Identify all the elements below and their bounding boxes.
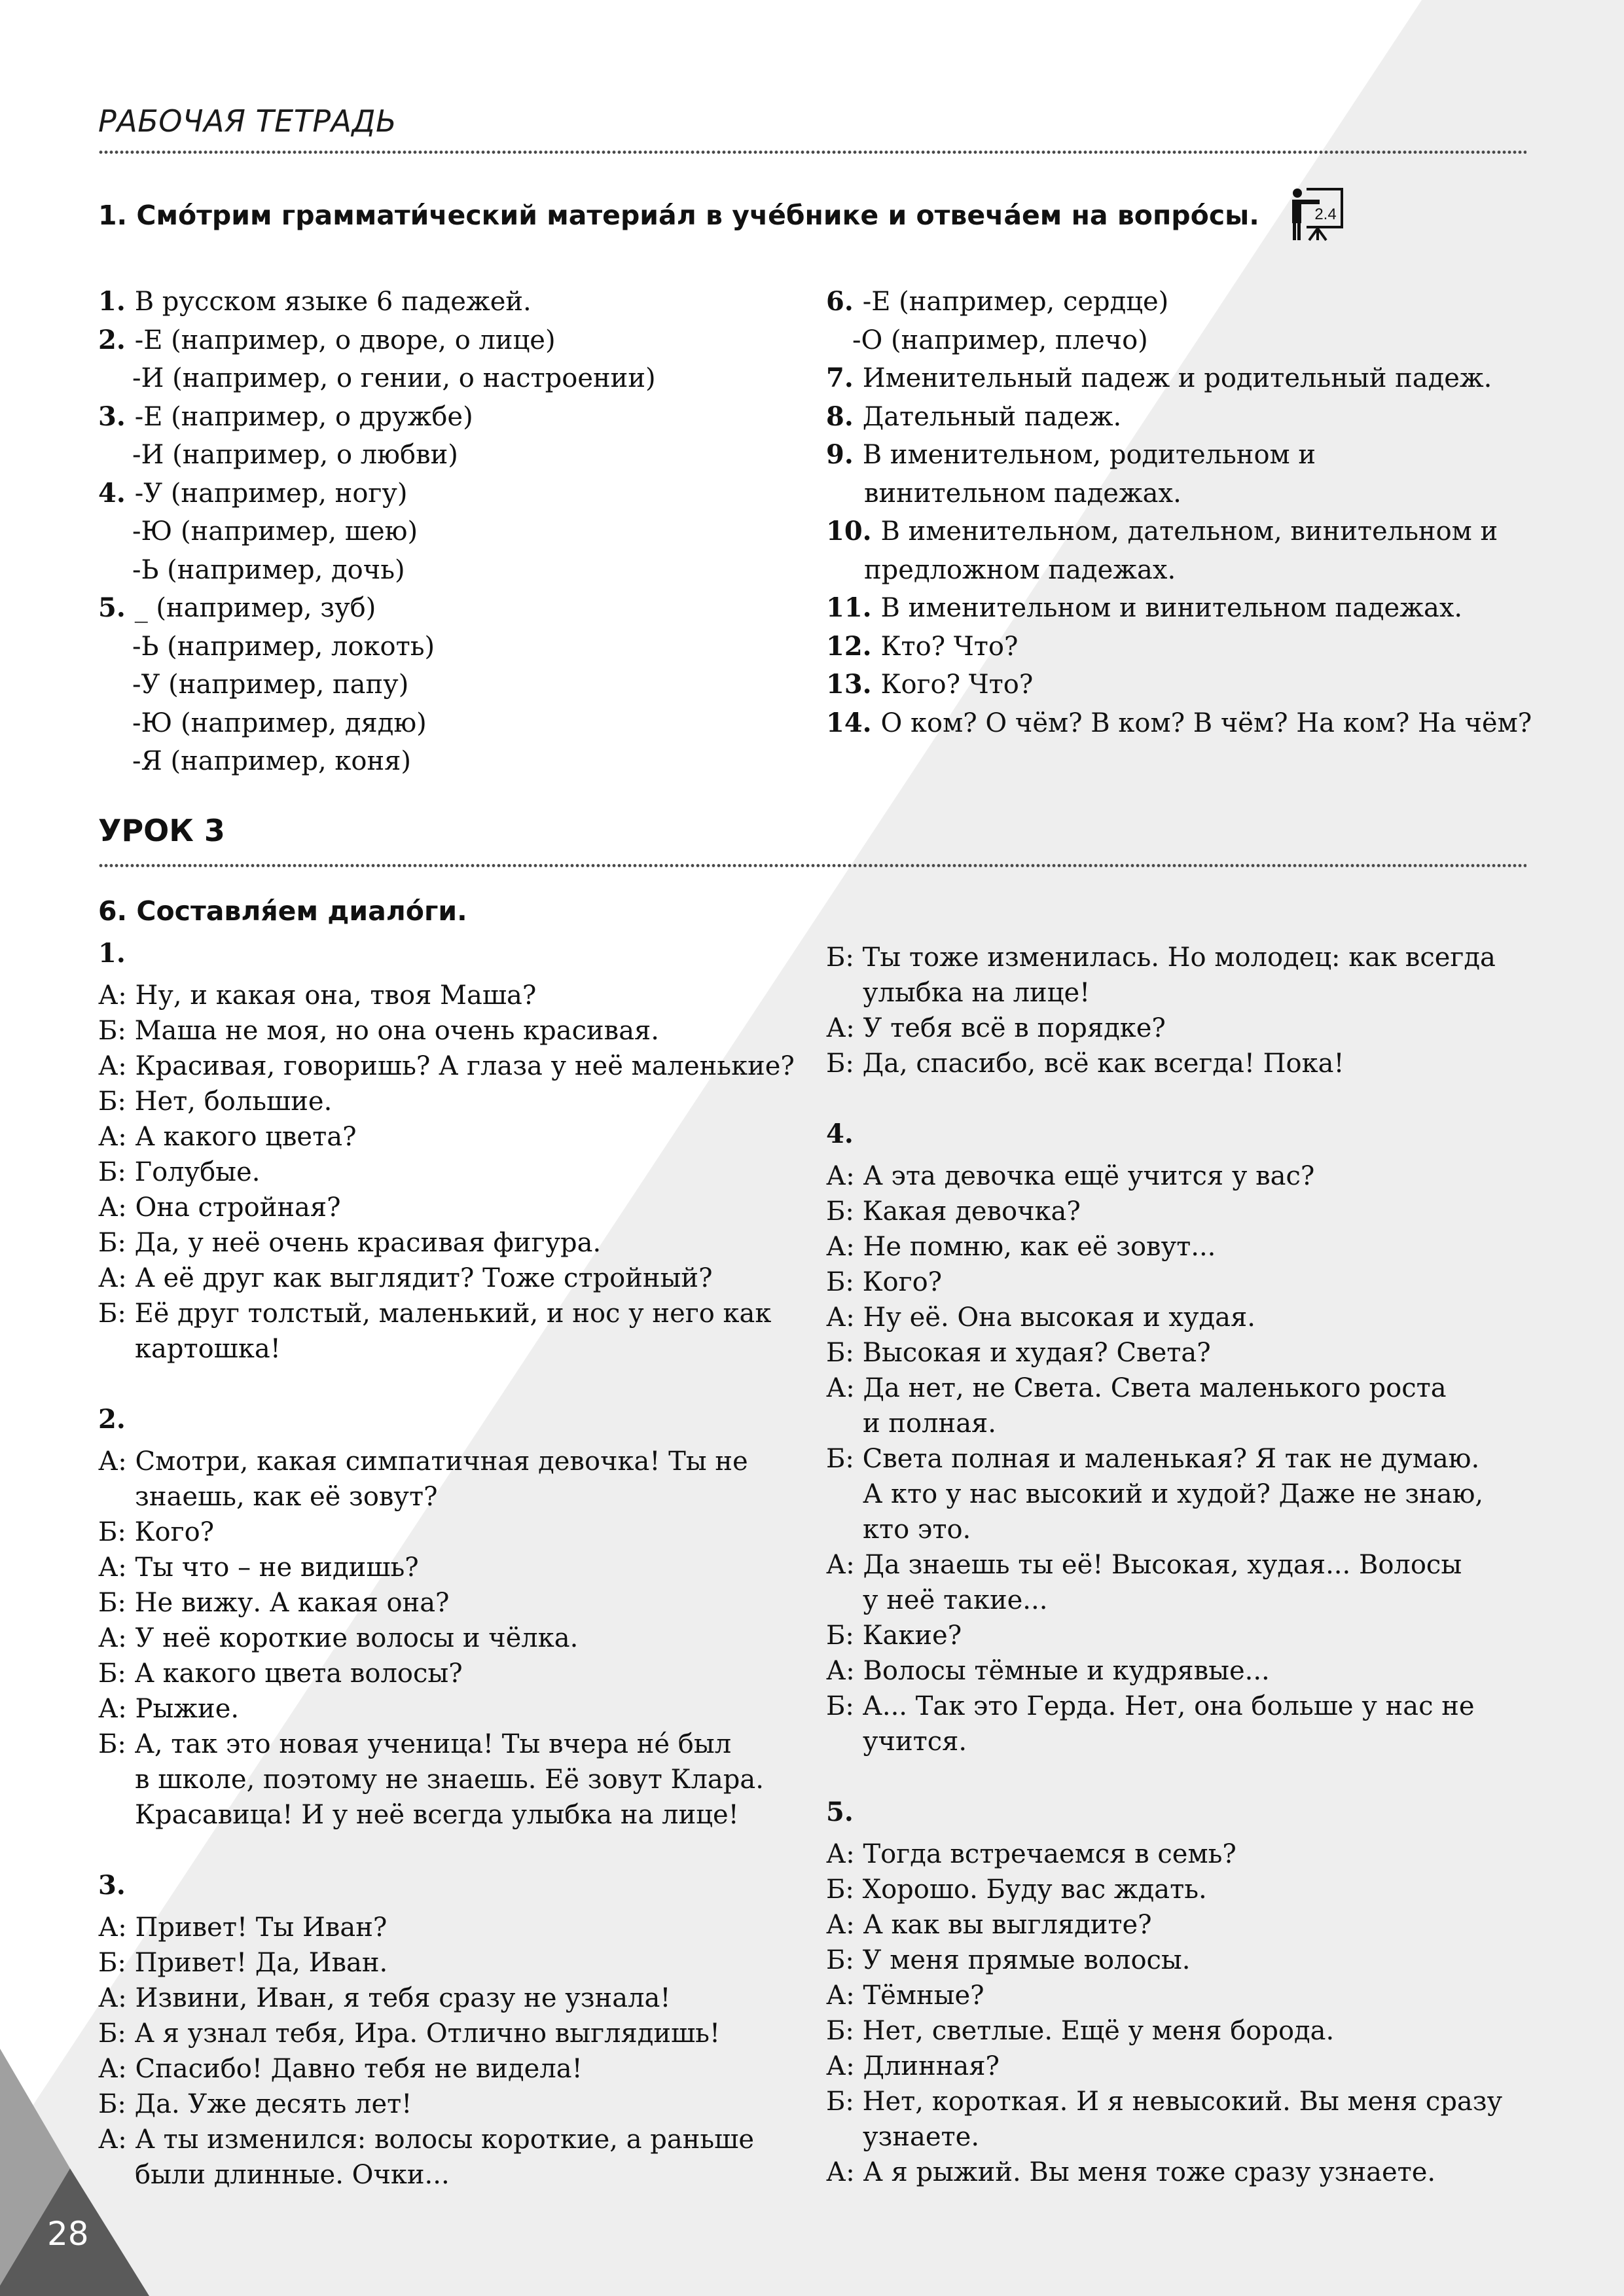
dialogue-line: Б: Привет! Да, Иван. [98,1948,388,1978]
dialogue-line: Б: А какого цвета волосы? [98,1659,463,1689]
answer-line [98,283,656,321]
dialogue-line: А: У тебя всё в порядке? [826,1013,1166,1043]
answer-line [826,436,1532,475]
answer-text: -Е (например, о дружбе) [134,401,473,432]
answer-line [98,398,656,437]
answer-line [98,628,656,666]
dialogue-line: А: А я рыжий. Вы меня тоже сразу узнаете. [826,2157,1436,2187]
dialogue-line: Б: Кого? [826,1267,943,1297]
answer-text: О ком? О чём? В ком? В чём? На ком? На чём? [880,708,1532,738]
answer-number: 5. [98,592,135,623]
dialogue-line: А: А ты изменился: волосы короткие, а раньше [98,2125,755,2155]
dialogue-line-continuation: улыбка на лице! [863,978,1091,1008]
answer-line [826,283,1532,321]
icon-label: 2.4 [1314,206,1337,223]
dialogue-line: Б: Света полная и маленькая? Я так не думаю. [826,1444,1480,1474]
dialogue-line: Б: Высокая и худая? Света? [826,1338,1211,1368]
answer-line [826,628,1532,666]
dialogue-line: А: Она стройная? [98,1193,341,1223]
answer-text: В русском языке 6 падежей. [134,287,532,317]
dialogue-line: Б: Маша не моя, но она очень красивая. [98,1016,659,1046]
dialogue-line: Б: А я узнал тебя, Ира. Отлично выглядишь! [98,2018,721,2049]
dialogues-right-column [826,940,1502,2190]
dialogue-line: А: Ну, и какая она, твоя Маша? [98,980,537,1011]
answer-text: В именительном и винительном падежах. [880,593,1463,623]
dialogue-line: Б: У меня прямые волосы. [826,1945,1191,1975]
answer-number: 13. [826,669,881,700]
answer-line [98,704,656,743]
dialogue-line: Б: Нет, большие. [98,1086,333,1117]
answer-text: -Ь (например, локоть) [132,631,435,662]
dialogue-line: А: Красивая, говоришь? А глаза у неё маленькие? [98,1051,795,1081]
dialogue-line: А: Смотри, какая симпатичная девочка! Ты не [98,1446,748,1477]
dialogue-line: Б: А, так это новая ученица! Ты вчера не́ был [98,1729,732,1759]
dialogue-line: Б: Голубые. [98,1157,261,1187]
answer-text: -Ю (например, шею) [132,516,418,547]
spacer [826,1081,1502,1117]
answer-number: 11. [826,592,881,623]
answer-number: 2. [98,324,135,355]
dialogue-number: 3. [98,1870,126,1901]
dialogue-line: А: А какого цвета? [98,1122,357,1152]
dialogue-line-continuation: в школе, поэтому не знаешь. Её зовут Клара. [135,1765,764,1795]
dialogue-line: А: Привет! Ты Иван? [98,1912,388,1943]
answer-text: Кто? Что? [880,631,1019,662]
answer-number: 9. [826,439,863,470]
spacer [98,1833,795,1868]
answer-line [98,436,656,475]
answer-number: 3. [98,401,135,432]
dialogue-line: А: А эта девочка ещё учится у вас? [826,1161,1315,1191]
answer-text: -У (например, ногу) [134,478,408,509]
dialogue-line-continuation: кто это. [863,1515,971,1545]
dialogue-line: Б: Хорошо. Буду вас ждать. [826,1874,1207,1905]
dialogue-number: 1. [98,938,126,969]
answer-line [826,512,1532,551]
running-head: РАБОЧАЯ ТЕТРАДЬ [98,103,397,139]
dialogue-line: Б: Нет, светлые. Ещё у меня борода. [826,2016,1335,2046]
dialogue-line: Б: Какие? [826,1621,962,1651]
task-6-title: 6. Составля́ем диало́ги. [98,895,467,927]
answer-text: В именительном, дательном, винительном и [880,516,1498,547]
dialogue-line: А: А её друг как выглядит? Тоже стройный? [98,1263,713,1293]
answer-line [826,321,1532,360]
dialogue-line-continuation: и полная. [863,1408,996,1439]
answer-line [98,589,656,628]
dialogue-1 [98,936,795,1367]
dialogue-line: Б: Кого? [98,1517,215,1547]
answer-line [98,475,656,513]
answer-text: -У (например, папу) [132,670,409,700]
dotted-divider [98,151,1526,154]
answer-number: 10. [826,516,881,547]
answer-line [826,398,1532,437]
answer-text: Дательный падеж. [862,401,1122,432]
dialogue-line: А: А как вы выглядите? [826,1910,1152,1940]
answer-line [826,551,1532,590]
dialogue-line: Б: А... Так это Герда. Нет, она больше у нас не [826,1691,1475,1721]
answer-line [826,704,1532,743]
task-1-title: 1. Смо́трим граммати́ческий материа́л в уче́бнике и отвеча́ем на вопро́сы. [98,200,1259,231]
dialogue-line: Б: Да. Уже десять лет! [98,2089,412,2119]
dialogue-line: А: У неё короткие волосы и чёлка. [98,1623,579,1653]
dialogue-line-continuation: А кто у нас высокий и худой? Даже не знаю, [863,1479,1484,1509]
dialogue-line-continuation: узнаете. [863,2122,980,2152]
dialogue-line: А: Длинная? [826,2051,1000,2081]
dialogue-line: А: Извини, Иван, я тебя сразу не узнала! [98,1983,671,2013]
spacer [826,1759,1502,1795]
dialogue-line-continuation: у неё такие... [863,1585,1048,1615]
answer-text: -И (например, о гении, о настроении) [132,363,656,393]
answer-line [826,475,1532,513]
dialogue-line: А: Рыжие. [98,1694,240,1724]
answer-line [98,666,656,704]
dialogues-left-column [98,936,795,2193]
answer-text: винительном падежах. [864,478,1182,509]
dialogue-5 [826,1759,1502,2190]
dialogue-number: 5. [826,1797,854,1827]
dialogue-line: Б: Нет, короткая. И я невысокий. Вы меня сразу [826,2087,1503,2117]
answers-right-column [826,283,1532,742]
dialogue-line-continuation: картошка! [135,1334,281,1364]
dialogue-line: А: Ты что – не видишь? [98,1552,419,1583]
answer-text: -Е (например, сердце) [862,287,1169,317]
dialogue-line: Б: Какая девочка? [826,1196,1081,1227]
dialogue-line: А: Не помню, как её зовут... [826,1232,1216,1262]
answer-number: 1. [98,286,135,317]
answer-number: 6. [826,286,863,317]
answer-text: Кого? Что? [880,670,1034,700]
answer-text: -Я (например, коня) [132,746,411,776]
lesson-title: УРОК 3 [98,813,225,848]
dialogue-4 [826,1081,1502,1759]
answer-text: В именительном, родительном и [862,440,1316,470]
spacer [98,1367,795,1402]
dialogue-number: 2. [98,1404,126,1435]
answer-number: 8. [826,401,863,432]
answer-number: 14. [826,707,881,738]
answer-text: Именительный падеж и родительный падеж. [862,363,1492,393]
answer-line [98,321,656,360]
dialogue-2 [98,1367,795,1833]
answer-text: -Ю (например, дядю) [132,708,427,738]
answer-text: -И (например, о любви) [132,440,458,470]
answer-text: предложном падежах. [864,554,1176,585]
dialogue-line: А: Ну её. Она высокая и худая. [826,1302,1255,1333]
answer-line [98,359,656,398]
page-number: 28 [47,2215,89,2253]
dialogue-3-continued [826,940,1502,1081]
answer-text: -Ь (например, дочь) [132,554,405,585]
answer-text: _ (например, зуб) [134,593,376,623]
dialogue-line: А: Тёмные? [826,1981,984,2011]
answer-line [98,512,656,551]
dialogue-line: А: Да нет, не Света. Света маленького роста [826,1373,1447,1403]
dotted-divider [98,864,1526,867]
dialogue-line: А: Да знаешь ты её! Высокая, худая... Волосы [826,1550,1462,1580]
dialogue-line: Б: Да, у неё очень красивая фигура. [98,1228,602,1258]
dialogue-3 [98,1833,795,2193]
dialogue-line: Б: Не вижу. А какая она? [98,1588,450,1618]
answer-line [826,359,1532,398]
answer-number: 12. [826,630,881,662]
answer-line [826,589,1532,628]
answer-text: -Е (например, о дворе, о лице) [134,325,556,355]
dialogue-line-continuation: знаешь, как её зовут? [135,1482,438,1512]
dialogue-line: Б: Да, спасибо, всё как всегда! Пока! [826,1049,1344,1079]
teacher-presentation-icon [1288,187,1347,245]
dialogue-line: А: Волосы тёмные и кудрявые... [826,1656,1270,1686]
answer-number: 4. [98,477,135,509]
answers-left-column [98,283,656,781]
answer-line [98,551,656,590]
answer-text: -О (например, плечо) [852,325,1148,355]
dialogue-line-continuation: учится. [863,1727,967,1757]
dialogue-line: Б: Её друг толстый, маленький, и нос у него как [98,1299,772,1329]
answer-number: 7. [826,363,863,393]
dialogue-line: Б: Ты тоже изменилась. Но молодец: как всегда [826,942,1496,973]
dialogue-number: 4. [826,1119,854,1149]
dialogue-line-continuation: Красавица! И у неё всегда улыбка на лице! [135,1800,739,1830]
answer-line [98,742,656,781]
answer-line [826,666,1532,704]
dialogue-line-continuation: были длинные. Очки... [135,2160,450,2190]
dialogue-line: А: Тогда встречаемся в семь? [826,1839,1236,1869]
dialogue-line: А: Спасибо! Давно тебя не видела! [98,2054,583,2084]
